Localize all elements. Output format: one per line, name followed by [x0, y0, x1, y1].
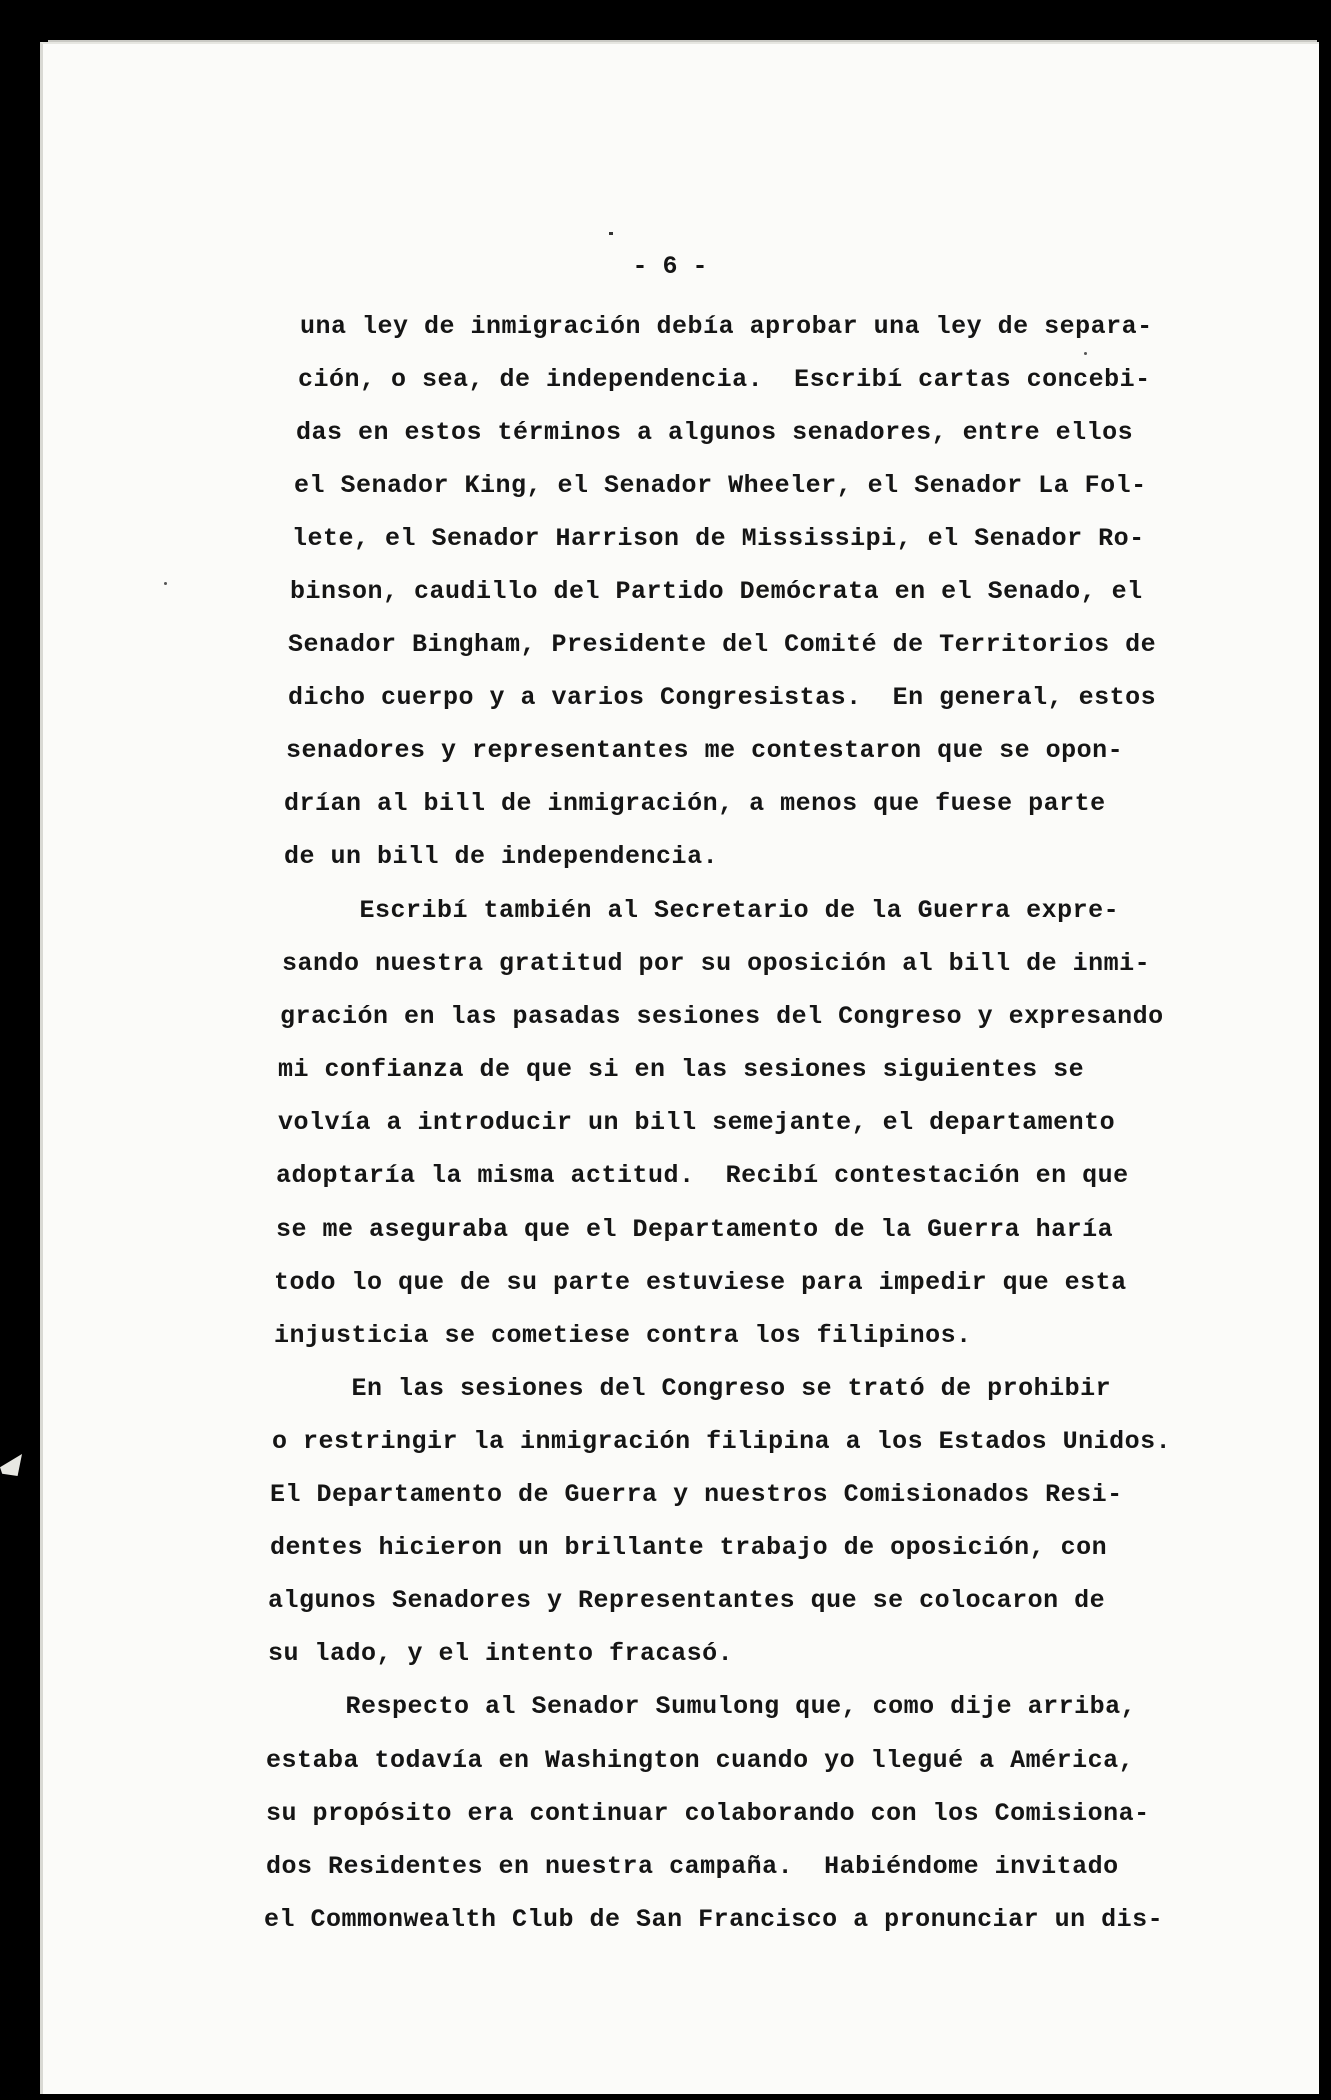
- text-line: adoptaría la misma actitud. Recibí contestación en que: [276, 1161, 1129, 1190]
- text-line: dentes hicieron un brillante trabajo de oposición, con: [270, 1533, 1108, 1562]
- text-line: Escribí también al Secretario de la Guerra expre-: [282, 896, 1120, 925]
- text-line: todo lo que de su parte estuviese para impedir que esta: [274, 1268, 1127, 1297]
- text-line: En las sesiones del Congreso se trató de prohibir: [274, 1374, 1112, 1403]
- text-line: Respecto al Senador Sumulong que, como dije arriba,: [268, 1692, 1137, 1721]
- text-line: injusticia se cometiese contra los filipinos.: [274, 1321, 972, 1350]
- text-line: una ley de inmigración debía aprobar una ley de separa-: [300, 312, 1153, 341]
- text-line: de un bill de independencia.: [284, 842, 719, 871]
- text-line: dicho cuerpo y a varios Congresistas. En general, estos: [288, 683, 1157, 712]
- text-line: volvía a introducir un bill semejante, el departamento: [278, 1108, 1116, 1137]
- text-line: Senador Bingham, Presidente del Comité de Territorios de: [288, 630, 1157, 659]
- text-line: estaba todavía en Washington cuando yo llegué a América,: [266, 1746, 1135, 1775]
- margin-dot: [164, 582, 167, 585]
- text-line: gración en las pasadas sesiones del Congreso y expresando: [280, 1002, 1164, 1031]
- text-line: dos Residentes en nuestra campaña. Habiéndome invitado: [266, 1852, 1119, 1881]
- text-line: El Departamento de Guerra y nuestros Comisionados Resi-: [270, 1480, 1123, 1509]
- text-line: el Senador King, el Senador Wheeler, el Senador La Fol-: [294, 471, 1147, 500]
- text-line: se me aseguraba que el Departamento de la Guerra haría: [276, 1215, 1114, 1244]
- text-line: el Commonwealth Club de San Francisco a pronunciar un dis-: [264, 1905, 1164, 1934]
- text-line: ción, o sea, de independencia. Escribí cartas concebi-: [298, 365, 1151, 394]
- text-line: binson, caudillo del Partido Demócrata en el Senado, el: [290, 577, 1143, 606]
- pen-tick-mark: [609, 232, 613, 235]
- text-line: o restringir la inmigración filipina a los Estados Unidos.: [272, 1427, 1172, 1456]
- margin-dot: [1084, 352, 1087, 355]
- text-line: mi confianza de que si en las sesiones siguientes se: [278, 1055, 1085, 1084]
- text-line: das en estos términos a algunos senadores, entre ellos: [296, 418, 1134, 447]
- text-line: sando nuestra gratitud por su oposición al bill de inmi-: [282, 949, 1151, 978]
- text-line: su propósito era continuar colaborando con los Comisiona-: [266, 1799, 1150, 1828]
- edge-speck: [0, 1454, 22, 1476]
- text-line: senadores y representantes me contestaron que se opon-: [286, 736, 1124, 765]
- text-line: drían al bill de inmigración, a menos que fuese parte: [284, 789, 1106, 818]
- text-line: su lado, y el intento fracasó.: [268, 1639, 734, 1668]
- page-number: - 6 -: [632, 252, 708, 281]
- text-line: lete, el Senador Harrison de Mississipi, el Senador Ro-: [292, 524, 1145, 553]
- text-line: algunos Senadores y Representantes que se colocaron de: [268, 1586, 1106, 1615]
